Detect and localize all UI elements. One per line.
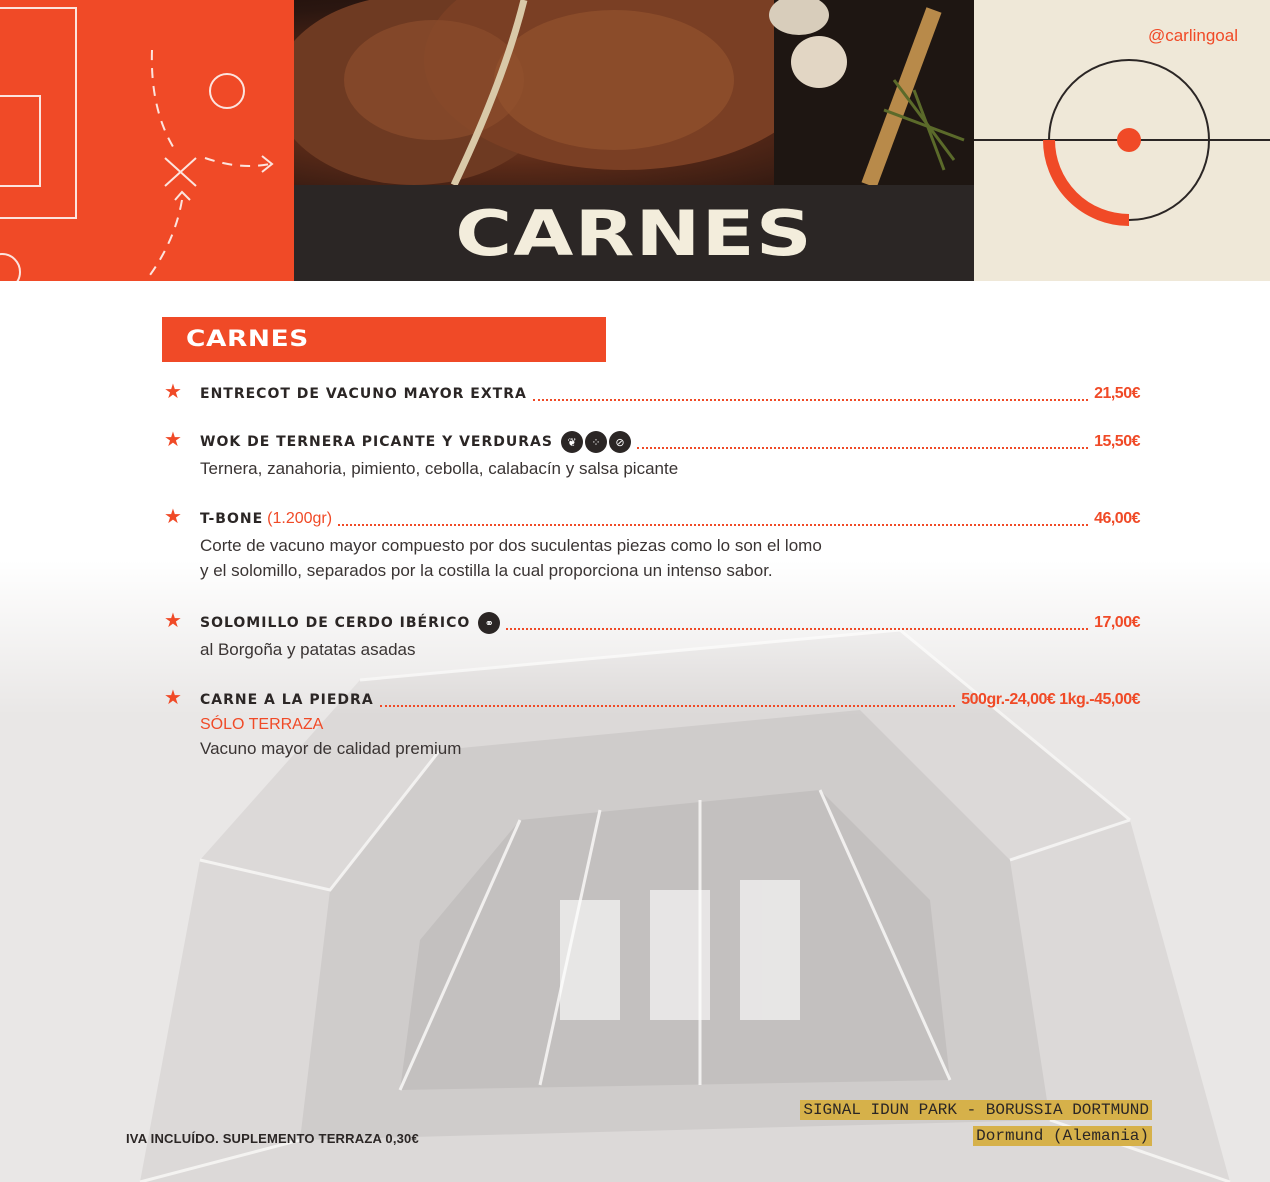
soy-icon: ⊘ — [609, 431, 631, 453]
page-title: CARNES — [455, 196, 813, 270]
item-description: Vacuno mayor de calidad premium — [200, 739, 462, 758]
dot-leader — [533, 387, 1088, 401]
header — [0, 0, 1270, 281]
menu-item — [162, 428, 1140, 481]
item-note: SÓLO TERRAZA — [200, 716, 324, 733]
tax-note: IVA INCLUÍDO. SUPLEMENTO TERRAZA 0,30€ — [126, 1131, 419, 1146]
sesame-icon: ⁘ — [585, 431, 607, 453]
item-weight: (1.200gr) — [267, 510, 333, 527]
item-description: al Borgoña y patatas asadas — [200, 640, 416, 659]
allergen-icons — [561, 431, 631, 453]
section-label: CARNES — [186, 327, 309, 352]
dot-leader — [338, 512, 1088, 526]
center-circle-graphic — [974, 0, 1270, 281]
item-name: T-BONE — [200, 511, 264, 527]
star-icon: ★ — [164, 429, 182, 451]
social-handle: @carlingoal — [1147, 26, 1238, 45]
item-description: Corte de vacuno mayor compuesto por dos suculentas piezas como lo son el lomo — [200, 536, 822, 555]
stadium-location: Dormund (Alemania) — [973, 1126, 1152, 1146]
item-name: ENTRECOT DE VACUNO MAYOR EXTRA — [200, 386, 527, 402]
item-name: CARNE A LA PIEDRA — [200, 692, 374, 708]
star-icon: ★ — [164, 506, 182, 528]
item-price: 15,50€ — [1094, 433, 1140, 450]
section-header — [162, 317, 606, 362]
dot-leader — [506, 616, 1088, 630]
menu-list — [162, 380, 1140, 781]
title-band — [294, 185, 974, 281]
item-price: 17,00€ — [1094, 614, 1140, 631]
menu-item — [162, 505, 1140, 583]
item-description: Ternera, zanahoria, pimiento, cebolla, calabacín y salsa picante — [200, 459, 679, 478]
sulphites-icon: ⚭ — [478, 612, 500, 634]
star-icon: ★ — [164, 610, 182, 632]
item-name: WOK DE TERNERA PICANTE Y VERDURAS — [200, 434, 553, 450]
allergen-icons — [478, 612, 500, 634]
dot-leader — [637, 435, 1088, 449]
item-price: 500gr.-24,00€ 1kg.-45,00€ — [961, 691, 1140, 708]
item-name: SOLOMILLO DE CERDO IBÉRICO — [200, 615, 471, 631]
star-icon: ★ — [164, 687, 182, 709]
menu-item — [162, 609, 1140, 662]
item-price: 21,50€ — [1094, 385, 1140, 402]
dot-leader — [380, 693, 956, 707]
star-icon: ★ — [164, 381, 182, 403]
menu-item — [162, 380, 1140, 408]
stadium-caption — [800, 1100, 1152, 1152]
item-description: y el solomillo, separados por la costilla la cual proporciona un intenso sabor. — [200, 561, 773, 580]
steak-photo — [294, 0, 974, 185]
stadium-name: SIGNAL IDUN PARK - BORUSSIA DORTMUND — [800, 1100, 1152, 1120]
gluten-icon: ❦ — [561, 431, 583, 453]
item-price: 46,00€ — [1094, 510, 1140, 527]
tactics-board-graphic — [0, 0, 294, 281]
menu-item — [162, 686, 1140, 761]
